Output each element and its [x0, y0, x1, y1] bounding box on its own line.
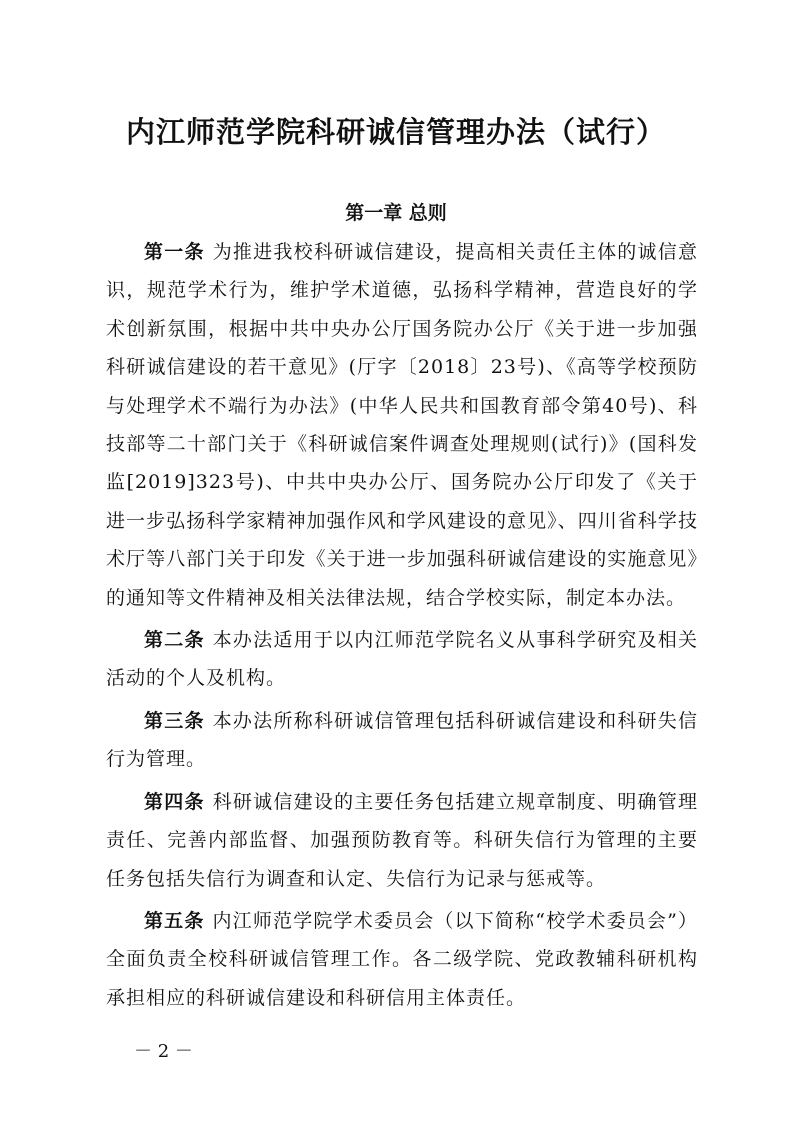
- article-text: 内江师范学院学术委员会（以下简称“校学术委员会”）全面负责全校科研诚信管理工作。各二级学院、党政教辅科研机构承担相应的科研诚信建设和科研信用主体责任。: [106, 909, 698, 1009]
- article-text: 本办法适用于以内江师范学院名义从事科学研究及相关活动的个人及机构。: [106, 629, 698, 690]
- article-3: [106, 702, 698, 779]
- article-label: 第三条: [144, 709, 205, 732]
- page-number: － 2 －: [134, 1041, 193, 1062]
- document-title: 内江师范学院科研诚信管理办法（试行）: [125, 115, 666, 149]
- article-label: 第五条: [144, 909, 205, 932]
- article-2: [106, 621, 698, 698]
- article-label: 第四条: [144, 790, 205, 813]
- article-text: 科研诚信建设的主要任务包括建立规章制度、明确管理责任、完善内部监督、加强预防教育等。科研失信行为管理的主要任务包括失信行为调查和认定、失信行为记录与惩戒等。: [106, 790, 698, 890]
- article-1: [106, 233, 698, 617]
- article-5: [106, 902, 698, 1017]
- article-text: 本办法所称科研诚信管理包括科研诚信建设和科研失信行为管理。: [106, 709, 698, 771]
- article-label: 第二条: [144, 629, 205, 652]
- article-label: 第一条: [144, 241, 205, 263]
- article-text: 为推进我校科研诚信建设，提高相关责任主体的诚信意识，规范学术行为，维护学术道德，弘扬科学精神，营造良好的学术创新氛围，根据中共中央办公厅国务院办公厅《关于进一步加强科研诚信建设的若干意见》(厅字〔2018〕23号)、《高等学校预防与处理学术不端行为办法》(中华人民共和国教育部令第40号)、科技部等二十部门关于《科研诚信案件调查处理规则(试行)》(国科发监[2019]323号)、中共中央办公厅、国务院办公厅印发了《关于进一步弘扬科学家精神加强作风和学风建设的意见》、四川省科学技术厅等八部门关于印发《关于进一步加强科研诚信建设的实施意见》的通知等文件精神及相关法律法规，结合学校实际，制定本办法。: [106, 241, 698, 609]
- article-4: [106, 783, 698, 898]
- document-body: [106, 233, 698, 1021]
- chapter-title: 第一章 总则: [345, 202, 447, 224]
